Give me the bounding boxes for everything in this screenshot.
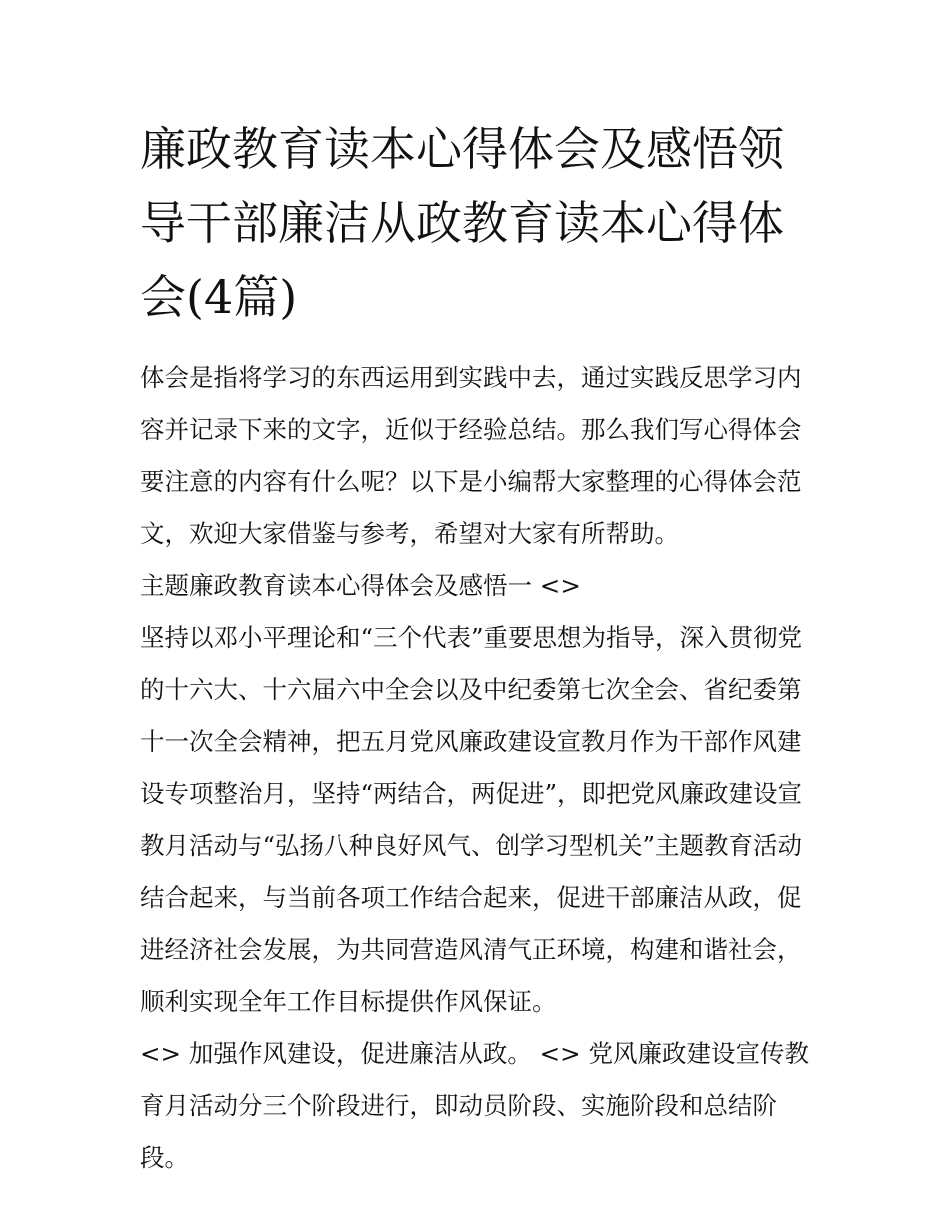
document-body <box>140 352 820 1184</box>
body-paragraph-2: <> 加强作风建设，促进廉洁从政。 <> 党风廉政建设宣传教育月活动分三个阶段进行，即动员阶段、实施阶段和总结阶段。 <box>140 1039 809 1172</box>
section-heading: 主题廉政教育读本心得体会及感悟一 <> <box>140 571 581 600</box>
document-title: 廉政教育读本心得体会及感悟领导干部廉洁从政教育读本心得体会(4篇) <box>140 122 784 324</box>
body-paragraph-1: 坚持以邓小平理论和“三个代表”重要思想为指导，深入贯彻党的十六大、十六届六中全会以及中纪委第七次全会、省纪委第十一次全会精神，把五月党风廉政建设宣教月作为干部作风建设专项整治月，坚持“两结合，两促进”，即把党风廉政建设宣教月活动与“弘扬八种良好风气、创学习型机关”主题教育活动结合起来，与当前各项工作结合起来，促进干部廉洁从政，促进经济社会发展，为共同营造风清气正环境，构建和谐社会，顺利实现全年工作目标提供作风保证。 <box>140 623 803 1016</box>
intro-paragraph: 体会是指将学习的东西运用到实践中去，通过实践反思学习内容并记录下来的文字，近似于经验总结。那么我们写心得体会要注意的内容有什么呢？以下是小编帮大家整理的心得体会范文，欢迎大家借鉴与参考，希望对大家有所帮助。 <box>140 363 802 548</box>
